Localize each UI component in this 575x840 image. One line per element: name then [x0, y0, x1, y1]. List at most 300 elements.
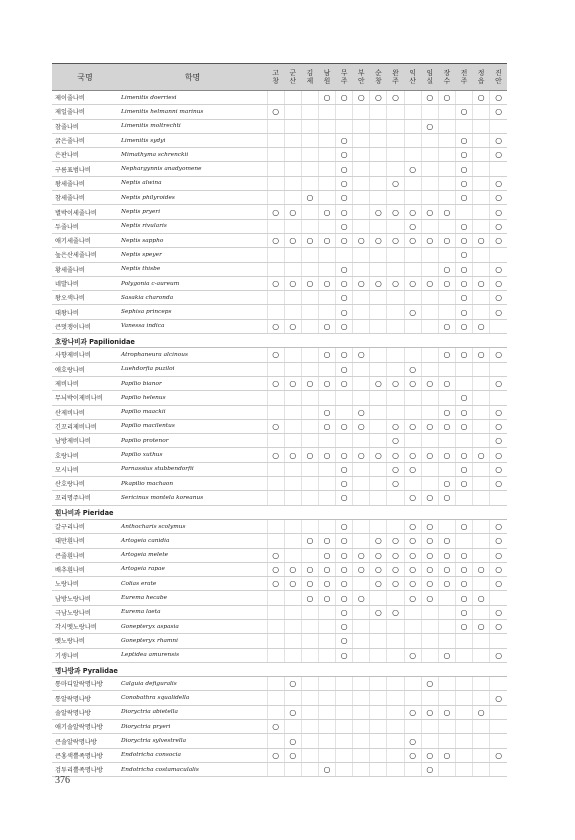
presence-cell: ○: [438, 491, 455, 505]
presence-cell: [438, 191, 455, 205]
table-row: [52, 548, 507, 562]
presence-cell: [301, 748, 318, 762]
scientific-name-cell: Pkapilio machaon: [118, 477, 267, 491]
presence-cell: [267, 491, 284, 505]
header-site: [301, 64, 318, 91]
presence-cell: [267, 677, 284, 691]
presence-cell: ○: [284, 748, 301, 762]
presence-cell: [336, 677, 353, 691]
presence-cell: ○: [370, 548, 387, 562]
header-site-char: 주: [392, 77, 399, 85]
header-site-char: 김: [306, 69, 314, 77]
presence-cell: ○: [387, 276, 404, 290]
table-row: [52, 577, 507, 591]
header-site-char: 정: [477, 69, 485, 77]
presence-cell: [473, 491, 490, 505]
presence-cell: ○: [438, 348, 455, 362]
presence-cell: [455, 734, 472, 748]
presence-cell: ○: [473, 91, 490, 105]
presence-cell: [473, 534, 490, 548]
presence-cell: [370, 734, 387, 748]
presence-cell: [353, 391, 370, 405]
presence-cell: [353, 262, 370, 276]
presence-cell: ○: [404, 305, 421, 319]
presence-cell: ○: [455, 577, 472, 591]
scientific-name-cell: Luehdorfia puziloi: [118, 362, 267, 376]
header-site-char: 장: [443, 69, 451, 77]
presence-cell: [336, 691, 353, 705]
presence-cell: ○: [387, 205, 404, 219]
presence-cell: ○: [455, 162, 472, 176]
presence-cell: [387, 391, 404, 405]
presence-cell: [301, 119, 318, 133]
presence-cell: [387, 648, 404, 662]
presence-cell: [370, 705, 387, 719]
presence-cell: [421, 619, 438, 633]
presence-cell: [421, 405, 438, 419]
presence-cell: [284, 691, 301, 705]
presence-cell: [438, 434, 455, 448]
presence-cell: [353, 162, 370, 176]
presence-cell: [353, 577, 370, 591]
header-site-char: 남: [323, 69, 331, 77]
presence-cell: [284, 720, 301, 734]
presence-cell: [284, 148, 301, 162]
presence-cell: [301, 462, 318, 476]
header-site: [421, 64, 438, 91]
presence-cell: ○: [336, 348, 353, 362]
presence-cell: [267, 591, 284, 605]
presence-cell: [301, 133, 318, 147]
table-row: [52, 91, 507, 105]
presence-cell: [267, 734, 284, 748]
presence-cell: ○: [284, 734, 301, 748]
presence-cell: [473, 762, 490, 776]
presence-cell: ○: [301, 534, 318, 548]
korean-name-cell: 황세줄나비: [52, 262, 118, 276]
presence-cell: [353, 319, 370, 333]
presence-cell: ○: [421, 562, 438, 576]
presence-cell: ○: [455, 291, 472, 305]
presence-cell: [353, 619, 370, 633]
presence-cell: ○: [318, 562, 335, 576]
presence-cell: ○: [490, 105, 507, 119]
presence-cell: ○: [490, 577, 507, 591]
presence-cell: [490, 762, 507, 776]
presence-cell: ○: [336, 477, 353, 491]
presence-cell: [353, 191, 370, 205]
presence-cell: [370, 477, 387, 491]
presence-cell: [438, 691, 455, 705]
presence-cell: ○: [284, 677, 301, 691]
presence-cell: ○: [404, 233, 421, 247]
presence-cell: ○: [421, 119, 438, 133]
table-row: [52, 376, 507, 390]
presence-cell: ○: [301, 276, 318, 290]
presence-cell: ○: [336, 91, 353, 105]
presence-cell: [353, 248, 370, 262]
presence-cell: ○: [438, 748, 455, 762]
presence-cell: [284, 405, 301, 419]
presence-cell: ○: [336, 362, 353, 376]
header-site-char: 산: [289, 77, 297, 85]
header-site-char: 원: [323, 77, 331, 85]
presence-cell: [267, 91, 284, 105]
presence-cell: [490, 591, 507, 605]
presence-cell: [473, 691, 490, 705]
korean-name-cell: 제일줄나비: [52, 105, 118, 119]
presence-cell: ○: [336, 448, 353, 462]
table-row: [52, 519, 507, 533]
presence-cell: [404, 691, 421, 705]
presence-cell: [490, 491, 507, 505]
presence-cell: [421, 262, 438, 276]
presence-cell: [490, 162, 507, 176]
presence-cell: ○: [421, 419, 438, 433]
table-row: [52, 562, 507, 576]
presence-cell: [284, 648, 301, 662]
presence-cell: [387, 291, 404, 305]
table-row: [52, 634, 507, 648]
presence-cell: [438, 391, 455, 405]
presence-cell: ○: [284, 233, 301, 247]
presence-cell: [318, 605, 335, 619]
presence-cell: ○: [490, 219, 507, 233]
presence-cell: ○: [370, 562, 387, 576]
presence-cell: ○: [404, 462, 421, 476]
presence-cell: [404, 720, 421, 734]
presence-cell: ○: [336, 205, 353, 219]
presence-cell: ○: [490, 519, 507, 533]
presence-cell: [267, 691, 284, 705]
scientific-name-cell: Nephargynnis anadyomene: [118, 162, 267, 176]
korean-name-cell: 솔알락명나방: [52, 705, 118, 719]
scientific-name-cell: Anthocharis scolymus: [118, 519, 267, 533]
presence-cell: ○: [404, 491, 421, 505]
korean-name-cell: 굵은줄나비: [52, 133, 118, 147]
presence-cell: [404, 91, 421, 105]
presence-cell: [387, 491, 404, 505]
presence-cell: [284, 291, 301, 305]
korean-name-cell: 네발나비: [52, 276, 118, 290]
presence-cell: ○: [353, 405, 370, 419]
presence-cell: [387, 634, 404, 648]
presence-cell: [455, 434, 472, 448]
presence-cell: [370, 319, 387, 333]
presence-cell: ○: [336, 276, 353, 290]
presence-cell: [455, 762, 472, 776]
scientific-name-cell: Neptis rivularis: [118, 219, 267, 233]
presence-cell: [421, 191, 438, 205]
presence-cell: [387, 362, 404, 376]
presence-cell: ○: [387, 448, 404, 462]
presence-cell: [490, 677, 507, 691]
presence-cell: [267, 148, 284, 162]
presence-cell: ○: [421, 577, 438, 591]
korean-name-cell: 남방노랑나비: [52, 591, 118, 605]
presence-cell: [370, 348, 387, 362]
presence-cell: [387, 691, 404, 705]
presence-cell: ○: [336, 305, 353, 319]
presence-cell: ○: [455, 405, 472, 419]
korean-name-cell: 참줄나비: [52, 119, 118, 133]
presence-cell: ○: [455, 133, 472, 147]
presence-cell: ○: [370, 233, 387, 247]
presence-cell: ○: [353, 448, 370, 462]
presence-cell: [353, 305, 370, 319]
presence-cell: ○: [438, 562, 455, 576]
presence-cell: ○: [473, 591, 490, 605]
presence-cell: [455, 376, 472, 390]
presence-cell: [404, 105, 421, 119]
presence-cell: ○: [421, 448, 438, 462]
scientific-name-cell: Neptis thisbe: [118, 262, 267, 276]
presence-cell: [301, 434, 318, 448]
presence-cell: [438, 105, 455, 119]
presence-cell: [301, 91, 318, 105]
korean-name-cell: 배추흰나비: [52, 562, 118, 576]
header-site-char: 순: [375, 69, 382, 77]
presence-cell: [473, 519, 490, 533]
presence-cell: ○: [473, 705, 490, 719]
presence-cell: [301, 248, 318, 262]
presence-cell: ○: [370, 91, 387, 105]
presence-cell: [267, 477, 284, 491]
header-site: [490, 64, 507, 91]
table-row: [52, 491, 507, 505]
table-row: [52, 391, 507, 405]
presence-cell: [353, 634, 370, 648]
scientific-name-cell: Artogeia melete: [118, 548, 267, 562]
presence-cell: [438, 519, 455, 533]
presence-cell: ○: [473, 619, 490, 633]
presence-cell: [455, 648, 472, 662]
presence-cell: ○: [267, 748, 284, 762]
table-row: [52, 262, 507, 276]
presence-cell: ○: [455, 305, 472, 319]
table-row: [52, 605, 507, 619]
scientific-name-cell: Limenitis doerriesi: [118, 91, 267, 105]
presence-cell: [336, 734, 353, 748]
scientific-name-cell: Papilio macilentus: [118, 419, 267, 433]
presence-cell: ○: [318, 276, 335, 290]
presence-cell: [370, 362, 387, 376]
presence-cell: [473, 248, 490, 262]
presence-cell: [318, 119, 335, 133]
presence-cell: [353, 705, 370, 719]
presence-cell: [473, 362, 490, 376]
table-row: [52, 319, 507, 333]
presence-cell: ○: [387, 577, 404, 591]
table-row: [52, 119, 507, 133]
korean-name-cell: 높은산세줄나비: [52, 248, 118, 262]
presence-cell: [284, 591, 301, 605]
presence-cell: [267, 219, 284, 233]
presence-cell: [387, 319, 404, 333]
presence-cell: [404, 248, 421, 262]
presence-cell: [438, 248, 455, 262]
presence-cell: ○: [267, 720, 284, 734]
presence-cell: [370, 720, 387, 734]
family-row: [52, 662, 507, 676]
presence-cell: [473, 634, 490, 648]
header-site-char: 읍: [477, 77, 485, 85]
presence-cell: ○: [438, 648, 455, 662]
presence-cell: ○: [370, 534, 387, 548]
presence-cell: [301, 176, 318, 190]
table-row: [52, 677, 507, 691]
presence-cell: [370, 391, 387, 405]
presence-cell: ○: [421, 591, 438, 605]
presence-cell: [353, 205, 370, 219]
presence-cell: [370, 434, 387, 448]
presence-cell: [455, 705, 472, 719]
presence-cell: ○: [438, 233, 455, 247]
presence-cell: ○: [318, 419, 335, 433]
presence-cell: ○: [267, 319, 284, 333]
presence-cell: ○: [490, 462, 507, 476]
presence-cell: ○: [301, 448, 318, 462]
presence-cell: [336, 434, 353, 448]
scientific-name-cell: Endotricha consocia: [118, 748, 267, 762]
presence-cell: [473, 462, 490, 476]
table-row: [52, 219, 507, 233]
presence-cell: [370, 248, 387, 262]
presence-cell: ○: [455, 548, 472, 562]
presence-cell: [370, 462, 387, 476]
presence-cell: [404, 348, 421, 362]
presence-cell: ○: [404, 376, 421, 390]
korean-name-cell: 큰솔알락명나방: [52, 734, 118, 748]
korean-name-cell: 극남노랑나비: [52, 605, 118, 619]
presence-cell: ○: [490, 376, 507, 390]
presence-cell: [318, 391, 335, 405]
presence-cell: [284, 305, 301, 319]
presence-cell: ○: [318, 91, 335, 105]
presence-cell: ○: [267, 376, 284, 390]
scientific-name-cell: Neptis sappho: [118, 233, 267, 247]
presence-cell: [404, 291, 421, 305]
header-site-char: 전: [460, 69, 468, 77]
presence-cell: [421, 434, 438, 448]
presence-cell: [421, 634, 438, 648]
presence-cell: ○: [336, 191, 353, 205]
presence-cell: [318, 191, 335, 205]
presence-cell: ○: [336, 233, 353, 247]
presence-cell: [318, 677, 335, 691]
presence-cell: [421, 648, 438, 662]
presence-cell: [353, 462, 370, 476]
presence-cell: [490, 734, 507, 748]
presence-cell: [370, 419, 387, 433]
presence-cell: [387, 519, 404, 533]
korean-name-cell: 호랑나비: [52, 448, 118, 462]
presence-cell: [404, 176, 421, 190]
presence-cell: [421, 133, 438, 147]
presence-cell: ○: [404, 591, 421, 605]
presence-cell: ○: [490, 748, 507, 762]
presence-cell: ○: [284, 448, 301, 462]
presence-cell: ○: [490, 233, 507, 247]
presence-cell: [353, 362, 370, 376]
presence-cell: [387, 762, 404, 776]
header-site-char: 부: [358, 69, 365, 77]
presence-cell: [318, 248, 335, 262]
presence-cell: [301, 362, 318, 376]
presence-cell: ○: [473, 562, 490, 576]
presence-cell: ○: [318, 548, 335, 562]
presence-cell: [421, 605, 438, 619]
presence-cell: [421, 162, 438, 176]
header-site: [438, 64, 455, 91]
presence-cell: ○: [421, 705, 438, 719]
scientific-name-cell: Neptis pryeri: [118, 205, 267, 219]
presence-cell: [370, 634, 387, 648]
presence-cell: [370, 105, 387, 119]
scientific-name-cell: Colias erate: [118, 577, 267, 591]
table-row: [52, 691, 507, 705]
presence-cell: ○: [421, 376, 438, 390]
header-site: [318, 64, 335, 91]
presence-cell: [438, 762, 455, 776]
presence-cell: [353, 720, 370, 734]
presence-cell: [370, 691, 387, 705]
presence-cell: [404, 634, 421, 648]
presence-cell: [318, 434, 335, 448]
presence-cell: [353, 519, 370, 533]
presence-cell: ○: [455, 462, 472, 476]
presence-cell: ○: [387, 419, 404, 433]
presence-cell: [421, 734, 438, 748]
presence-cell: ○: [318, 448, 335, 462]
presence-cell: [387, 133, 404, 147]
presence-cell: ○: [490, 605, 507, 619]
presence-cell: [370, 519, 387, 533]
presence-cell: [455, 534, 472, 548]
table-row: [52, 148, 507, 162]
presence-cell: ○: [336, 162, 353, 176]
table-row: [52, 405, 507, 419]
presence-cell: ○: [490, 619, 507, 633]
scientific-name-cell: Polygonia c-aureum: [118, 276, 267, 290]
presence-cell: ○: [455, 176, 472, 190]
presence-cell: ○: [490, 405, 507, 419]
presence-cell: [421, 462, 438, 476]
presence-cell: [318, 305, 335, 319]
presence-cell: ○: [387, 477, 404, 491]
presence-cell: [387, 262, 404, 276]
header-site-char: 고: [272, 69, 279, 77]
family-label: 흰나비과 Pieridae: [52, 505, 507, 519]
korean-name-cell: 통마디알락명나방: [52, 677, 118, 691]
presence-cell: [301, 148, 318, 162]
presence-cell: ○: [336, 291, 353, 305]
korean-name-cell: 애기세줄나비: [52, 233, 118, 247]
presence-cell: [301, 548, 318, 562]
presence-cell: [404, 405, 421, 419]
header-scientific-name: 학명: [118, 64, 267, 91]
presence-cell: ○: [284, 319, 301, 333]
presence-cell: [284, 105, 301, 119]
korean-name-cell: 기생나비: [52, 648, 118, 662]
header-site-char: 창: [272, 77, 279, 85]
header-site-char: 익: [409, 69, 416, 77]
presence-cell: [404, 434, 421, 448]
presence-cell: [387, 734, 404, 748]
presence-cell: [301, 691, 318, 705]
scientific-name-cell: Sephisa princeps: [118, 305, 267, 319]
presence-cell: ○: [301, 191, 318, 205]
